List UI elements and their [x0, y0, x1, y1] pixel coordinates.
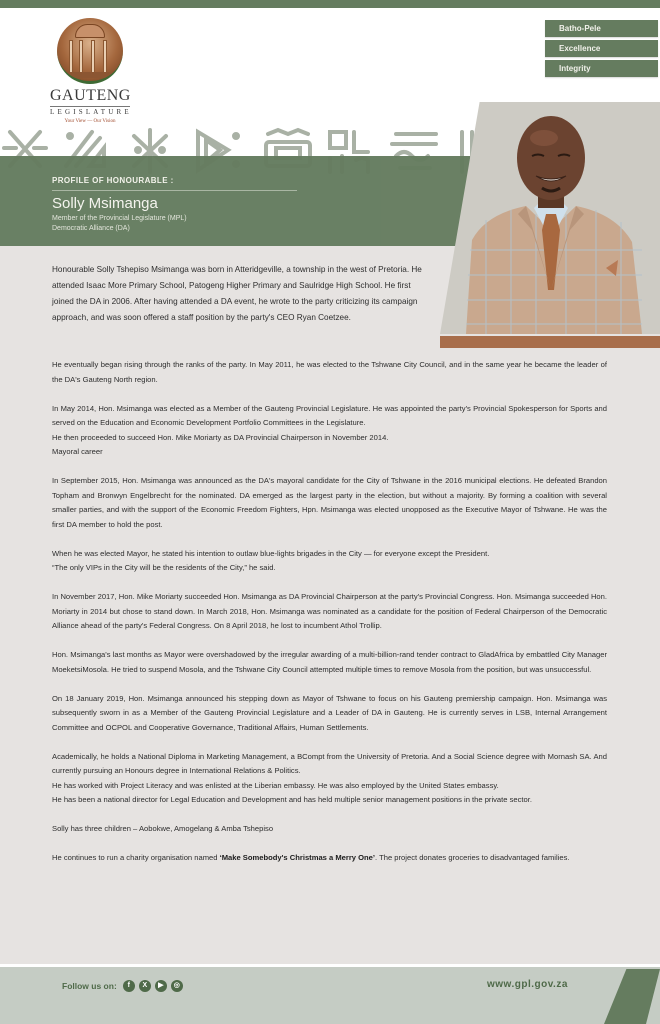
logo-tagline: Your View — Our Vision — [64, 119, 116, 124]
profile-heading: PROFILE OF HONOURABLE : — [52, 176, 174, 185]
facebook-icon[interactable]: f — [123, 980, 135, 992]
value-batho-pele: Batho-Pele — [545, 20, 658, 37]
social-links — [62, 980, 183, 992]
section-label-mayoral-career: Mayoral career — [52, 447, 103, 456]
logo-subtitle: LEGISLATURE — [50, 108, 132, 116]
logo-name: GAUTENG — [50, 87, 131, 104]
biography-body — [52, 358, 607, 880]
bio-paragraph: He has been a national director for Legal Education and Development and has held multiple senior management positions in the private sector. — [52, 795, 532, 804]
legislature-building-emblem — [57, 18, 123, 84]
intro-paragraph: Honourable Solly Tshepiso Msimanga was born in Atteridgeville, a township in the west of Pretoria. He attended Isaac More Primary School, Patogeng Higher Primary and Saulridge High School. He first joined the DA in 2006. After having attended a DA event, he wrote to the party criticizing its campaign approach, and was soon offered a staff position by the party's CEO Ryan Coetzee. — [52, 265, 422, 322]
bio-paragraph: In May 2014, Hon. Msimanga was elected as a Member of the Gauteng Provincial Legislature. He was appointed the party's Provincial Spokesperson for Sports and served on the Education and Economic Development Portfolio Committees in the Legislature. — [52, 403, 607, 427]
member-photo — [440, 102, 660, 342]
bio-paragraph: When he was elected Mayor, he stated his intention to outlaw blue-lights brigades in the City — for everyone except the President. — [52, 548, 490, 558]
footer-accent-slash — [604, 969, 660, 1024]
website-link[interactable]: www.gpl.gov.za — [487, 979, 568, 990]
top-accent-bar — [0, 0, 660, 8]
bio-quote: “The only VIPs in the City will be the residents of the City,” he said. — [52, 563, 276, 572]
bio-paragraph: He has worked with Project Literacy and was enlisted at the Liberian embassy. He was also employed by the United States embassy. — [52, 780, 499, 790]
bio-paragraph: In November 2017, Hon. Mike Moriarty succeeded Hon. Msimanga as DA Provincial Chairperson at the party's Provincial Congress. Hon. Msimanga succeeded Hon. Moriarty in 2014 but chose to stand down. In March 2018, Hon. Msimanga was nominated as a candidate for the position of Federal Chairperson of the Democratic Alliance ahead of the party's Federal Congress. On 8 April 2018, he lost to incumbent Athol Trollip. — [52, 592, 607, 630]
charity-text-pre: He continues to run a charity organisation named — [52, 853, 220, 862]
youtube-icon[interactable]: ▶ — [155, 980, 167, 992]
value-excellence: Excellence — [545, 40, 658, 57]
x-twitter-icon[interactable]: X — [139, 980, 151, 992]
gauteng-legislature-logo[interactable] — [50, 18, 130, 124]
follow-label: Follow us on: — [62, 981, 117, 991]
photo-accent-bar — [440, 336, 660, 348]
member-portrait-illustration — [456, 110, 646, 334]
member-role: Member of the Provincial Legislature (MPL) — [52, 215, 187, 222]
footer — [0, 967, 660, 1024]
bio-paragraph — [52, 851, 607, 866]
instagram-icon[interactable]: ◎ — [171, 980, 183, 992]
core-values — [545, 20, 658, 80]
profile-banner — [0, 156, 470, 246]
member-party: Democratic Alliance (DA) — [52, 225, 130, 232]
bio-paragraph: Hon. Msimanga's last months as Mayor were overshadowed by the irregular awarding of a multi-billion-rand tender contract to GladAfrica by embattled City Manager MoeketsiMosola. He tried to suspend Mosola, and the Tshwane City Council attempted multiple times to remove Mosola from the position, but was unsuccessful. — [52, 650, 607, 674]
bio-paragraph: He eventually began rising through the ranks of the party. In May 2011, he was elected to the Tshwane City Council, and in the same year he became the leader of the DA's Gauteng North region. — [52, 360, 607, 384]
bio-paragraph: On 18 January 2019, Hon. Msimanga announced his stepping down as Mayor of Tshwane to focus on his Gauteng premiership campaign. Hon. Msimanga was subsequently sworn in as a Member of the Gauteng Provincial Legislature and a Leader of DA in Gauteng. He is currently serves in LSB, Internal Arrangement Committee and OCPOL and Cooperative Governance, Traditional Affairs, Human Settlements. — [52, 693, 607, 732]
bio-paragraph: Academically, he holds a National Diploma in Marketing Management, a BCompt from the University of Pretoria. And a Social Science degree with Mornash SA. And currently pursuing an Honours degree in International Relations & Politics. — [52, 751, 607, 775]
bio-paragraph: In September 2015, Hon. Msimanga was announced as the DA's mayoral candidate for the City of Tshwane in the 2016 municipal elections. He defeated Brandon Topham and Bronwyn Engelbrecht for the nominated. DA emerged as the largest party in the election, but without a majority. By forming a coalition with several smaller parties, and with the support of the Economic Freedom Fighters, Hpn. Msimanga was elected unopposed as the Executive Mayor of Tshwane. He was the first DA member to hold the post. — [52, 476, 607, 529]
charity-text-post: . The project donates groceries to disadvantaged families. — [375, 853, 570, 862]
bio-paragraph: Solly has three children – Aobokwe, Amogelang & Amba Tshepiso — [52, 824, 274, 833]
heading-divider — [52, 190, 297, 191]
charity-name: ‘Make Somebody's Christmas a Merry One’ — [219, 853, 376, 862]
value-integrity: Integrity — [545, 60, 658, 77]
member-name: Solly Msimanga — [52, 195, 158, 212]
bio-paragraph: He then proceeded to succeed Hon. Mike Moriarty as DA Provincial Chairperson in November 2014. — [52, 432, 389, 442]
